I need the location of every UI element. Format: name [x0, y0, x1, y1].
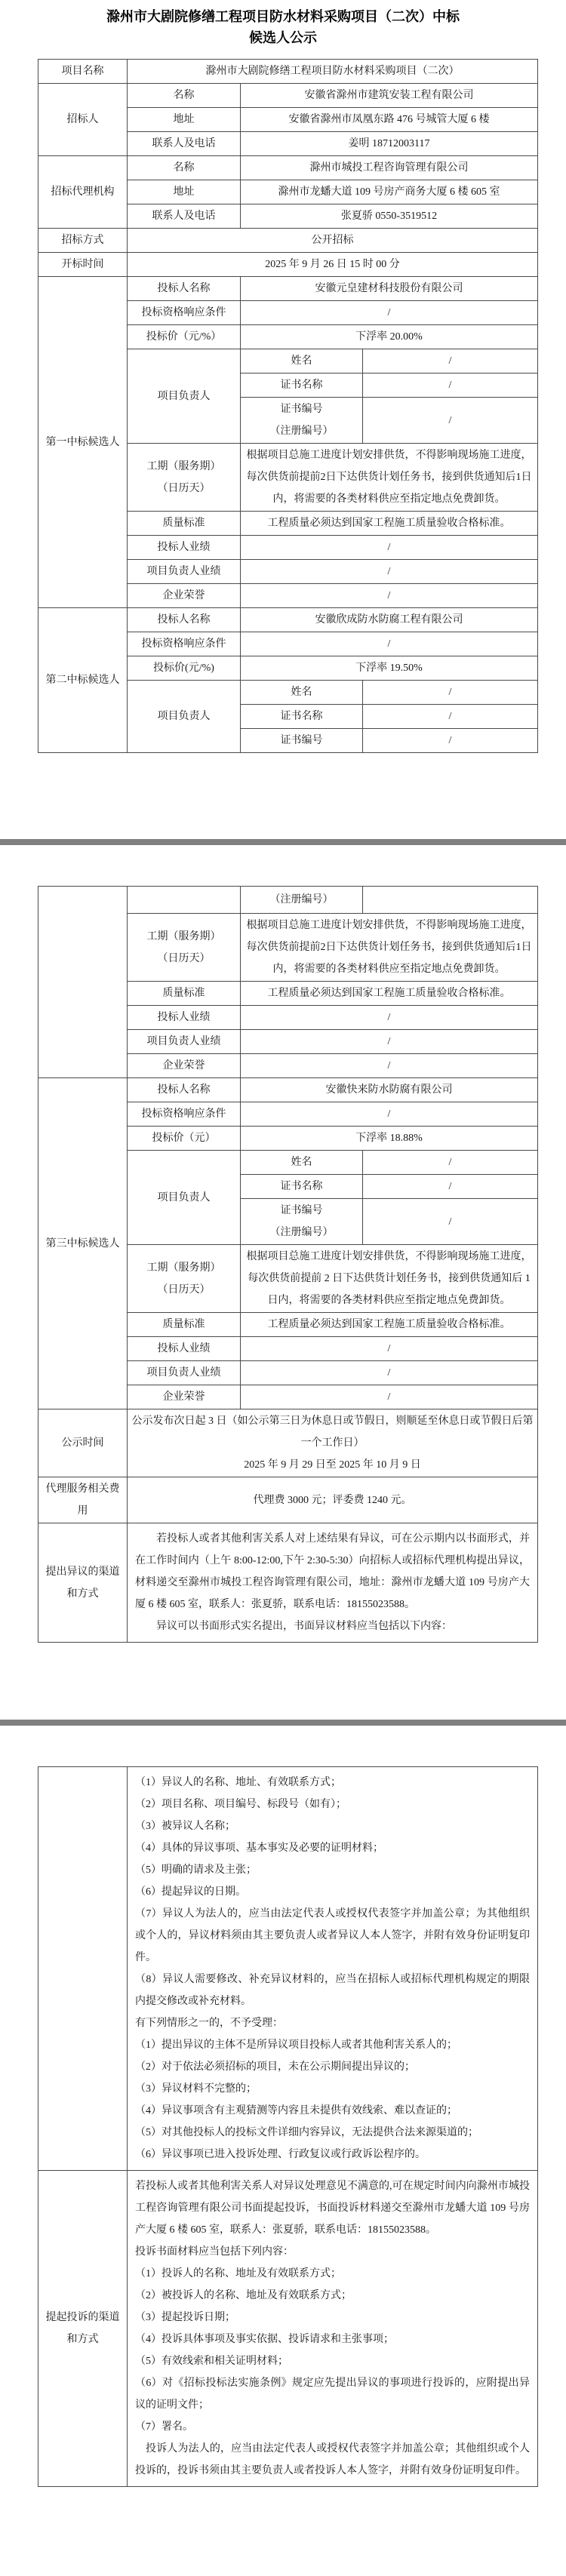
candidate3-perf-value: / — [241, 1337, 538, 1361]
objection-channel-text — [128, 1523, 538, 1643]
candidate3-qual-label: 投标资格响应条件 — [128, 1102, 241, 1127]
candidate1-pm-label: 项目负责人 — [128, 349, 241, 444]
candidate3-price-label: 投标价（元） — [128, 1127, 241, 1151]
page3-table — [38, 1766, 538, 2487]
candidate3-pm-label: 项目负责人 — [128, 1151, 241, 1245]
objection-para1: 若投标人或者其他利害关系人对上述结果有异议，可在公示期内以书面形式，并在工作时间内（上午 8:00-12:00,下午 2:30-5:30）向招标人或招标代理机构提出异议，材料递交至滁州市城投工程咨询管理有限公司，地址：滁州市龙蟠大道 109 号房产大厦 6 楼 605 室，联系人：张夏骄，联系电话：18155023588。 — [135, 1533, 530, 1610]
candidate2-label: 第二中标候选人 — [38, 608, 128, 753]
candidate1-cert-name-label: 证书名称 — [241, 373, 363, 398]
page-break-2 — [0, 1720, 566, 1726]
candidate3-pm-perf-label: 项目负责人业绩 — [128, 1361, 241, 1385]
objection-item: （6）提起异议的日期。 — [135, 1886, 246, 1898]
candidate1-quality-value: 工程质量必须达到国家工程施工质量验收合格标准。 — [241, 512, 538, 536]
complaint-item: （2）被投诉人的名称、地址及有效联系方式； — [135, 2290, 352, 2301]
candidate2-cert-no-value: / — [363, 729, 538, 753]
agency-addr-value: 滁州市龙蟠大道 109 号房产商务大厦 6 楼 605 室 — [241, 180, 538, 204]
open-time-value: 2025 年 9 月 26 日 15 时 00 分 — [128, 253, 538, 277]
objection-item: （8）异议人需要修改、补充异议材料的，应当在招标人或招标代理机构规定的期限内提交修改或补充材料。 — [135, 1974, 531, 2007]
candidate3-bidder-value: 安徽快来防水防腐有限公司 — [241, 1078, 538, 1102]
complaint-item: （6）对《招标投标法实施条例》规定应先提出异议的事项进行投诉的，应附提出异议的证明文件； — [135, 2378, 531, 2411]
method-label: 招标方式 — [38, 229, 128, 253]
candidate2-quality-value: 工程质量必须达到国家工程施工质量验收合格标准。 — [241, 982, 538, 1006]
candidate3-honor-label: 企业荣誉 — [128, 1385, 241, 1409]
project-name-label: 项目名称 — [38, 60, 128, 84]
objection-reject-item: （6）异议事项已进入投诉处理、行政复议或行政诉讼程序的。 — [135, 2149, 426, 2160]
page2-table — [38, 886, 538, 1643]
objection-reject-item: （2）对于依法必须招标的项目，未在公示期间提出异议的； — [135, 2061, 415, 2073]
complaint-item: （1）投诉人的名称、地址及有效联系方式； — [135, 2268, 341, 2279]
candidate2-cert-no-label: 证书编号 — [241, 729, 363, 753]
objection-reject-intro: 有下列情形之一的，不予受理： — [135, 2018, 283, 2029]
candidate3-price-value: 下浮率 18.88% — [241, 1127, 538, 1151]
page-title-line2: 候选人公示 — [249, 30, 317, 45]
candidate1-perf-label: 投标人业绩 — [128, 536, 241, 560]
candidate1-bidder-value: 安徽元皇建材科技股份有限公司 — [241, 277, 538, 301]
candidate1-duration-label: 工期（服务期） （日历天） — [128, 444, 241, 512]
publicity-time-value: 公示发布次日起 3 日（如公示第三日为休息日或节假日，则顺延至休息日或节假日后第一个工作日） 2025 年 9 月 29 日至 2025 年 10 月 9 日 — [128, 1409, 538, 1477]
agency-name-label: 名称 — [128, 156, 241, 180]
candidate3-duration-label: 工期（服务期） （日历天） — [128, 1245, 241, 1313]
complaint-channel-text — [128, 2171, 538, 2487]
complaint-item: （4）投诉具体事项及事实依据、投诉请求和主张事项； — [135, 2334, 394, 2345]
candidate2-perf-label: 投标人业绩 — [128, 1006, 241, 1030]
agency-addr-label: 地址 — [128, 180, 241, 204]
candidate1-cert-no-value: / — [363, 398, 538, 444]
candidate2-reg-no-value — [363, 887, 538, 914]
agency-contact-label: 联系人及电话 — [128, 204, 241, 229]
page-break-1 — [0, 839, 566, 845]
agency-fee-label: 代理服务相关费用 — [38, 1477, 128, 1523]
publicity-time-label: 公示时间 — [38, 1409, 128, 1477]
candidate3-duration-value: 根据项目总施工进度计划安排供货，不得影响现场施工进度，每次供货前提前 2 日下达供货计划任务书，接到供货通知后 1 日内，将需要的各类材料供应至指定地点免费卸货。 — [241, 1245, 538, 1313]
candidate1-perf-value: / — [241, 536, 538, 560]
candidate3-quality-value: 工程质量必须达到国家工程施工质量验收合格标准。 — [241, 1313, 538, 1337]
candidate1-pm-name-label: 姓名 — [241, 349, 363, 373]
agency-fee-value: 代理费 3000 元；评委费 1240 元。 — [128, 1477, 538, 1523]
complaint-item: （5）有效线索和相关证明材料； — [135, 2356, 288, 2367]
objection-reject-item: （5）对其他投标人的投标文件详细内容异议，无法提供合法来源渠道的； — [135, 2127, 478, 2138]
candidate1-qual-label: 投标资格响应条件 — [128, 301, 241, 325]
tenderer-contact-label: 联系人及电话 — [128, 132, 241, 156]
objection-item: （4）具体的异议事项、基本事实及必要的证明材料； — [135, 1843, 383, 1854]
candidate1-qual-value: / — [241, 301, 538, 325]
complaint-item: （7）署名。 — [135, 2421, 193, 2433]
tenderer-name-label: 名称 — [128, 84, 241, 108]
complaint-outro: 投诉人为法人的，应当由法定代表人或授权代表签字并加盖公章；其他组织或个人投诉的，投诉书须由其主要负责人或者投诉人本人签字，并附有效身份证明复印件。 — [135, 2443, 531, 2476]
tenderer-label: 招标人 — [38, 84, 128, 156]
candidate3-qual-value: / — [241, 1102, 538, 1127]
candidate2-pm-label-continued — [128, 887, 241, 914]
candidate2-pm-label: 项目负责人 — [128, 681, 241, 753]
candidate2-cert-name-value: / — [363, 705, 538, 729]
candidate2-honor-label: 企业荣誉 — [128, 1054, 241, 1078]
candidate1-label: 第一中标候选人 — [38, 277, 128, 608]
candidate1-pm-perf-label: 项目负责人业绩 — [128, 560, 241, 584]
candidate2-perf-value: / — [241, 1006, 538, 1030]
candidate1-duration-value: 根据项目总施工进度计划安排供货，不得影响现场施工进度，每次供货前提前2日下达供货计划任务书，接到供货通知后1日内，将需要的各类材料供应至指定地点免费卸货。 — [241, 444, 538, 512]
candidate1-pm-name-value: / — [363, 349, 538, 373]
objection-reject-item: （1）提出异议的主体不是所异议项目投标人或者其他利害关系人的； — [135, 2040, 457, 2051]
objection-item: （5）明确的请求及主张； — [135, 1864, 257, 1876]
agency-label: 招标代理机构 — [38, 156, 128, 229]
candidate1-bidder-label: 投标人名称 — [128, 277, 241, 301]
candidate3-pm-name-label: 姓名 — [241, 1151, 363, 1175]
agency-contact-value: 张夏骄 0550-3519512 — [241, 204, 538, 229]
candidate1-cert-name-value: / — [363, 373, 538, 398]
candidate2-bidder-label: 投标人名称 — [128, 608, 241, 632]
candidate2-pm-name-label: 姓名 — [241, 681, 363, 705]
candidate2-pm-name-value: / — [363, 681, 538, 705]
candidate3-perf-label: 投标人业绩 — [128, 1337, 241, 1361]
objection-item: （1）异议人的名称、地址、有效联系方式； — [135, 1777, 341, 1788]
candidate3-cert-no-label: 证书编号 （注册编号） — [241, 1199, 363, 1245]
candidate2-honor-value: / — [241, 1054, 538, 1078]
bottom-whitespace — [0, 2487, 566, 2576]
candidate3-label: 第三中标候选人 — [38, 1078, 128, 1409]
candidate1-honor-value: / — [241, 584, 538, 608]
candidate2-cert-name-label: 证书名称 — [241, 705, 363, 729]
candidate3-cert-no-value: / — [363, 1199, 538, 1245]
candidate1-price-label: 投标价（元/%） — [128, 325, 241, 349]
candidate3-honor-value: / — [241, 1385, 538, 1409]
candidate2-reg-no-label: （注册编号） — [241, 887, 363, 914]
page-title-line1: 滁州市大剧院修缮工程项目防水材料采购项目（二次）中标 — [106, 9, 460, 24]
objection-item: （3）被异议人名称； — [135, 1821, 235, 1832]
candidate2-qual-label: 投标资格响应条件 — [128, 632, 241, 656]
open-time-label: 开标时间 — [38, 253, 128, 277]
tenderer-name-value: 安徽省滁州市建筑安装工程有限公司 — [241, 84, 538, 108]
candidate2-quality-label: 质量标准 — [128, 982, 241, 1006]
objection-reject-item: （4）异议事项含有主观猜测等内容且未提供有效线索、难以查证的； — [135, 2105, 457, 2116]
candidate1-honor-label: 企业荣誉 — [128, 584, 241, 608]
candidate2-qual-value: / — [241, 632, 538, 656]
objection-para2: 异议可以书面形式实名提出，书面异议材料应当包括以下内容： — [156, 1621, 452, 1632]
candidate3-quality-label: 质量标准 — [128, 1313, 241, 1337]
candidate2-duration-label: 工期（服务期） （日历天） — [128, 914, 241, 982]
complaint-para1: 若投标人或者其他利害关系人对异议处理意见不满意的,可在规定时间内向滁州市城投工程咨询管理有限公司书面提起投诉，书面投诉材料递交至滁州市龙蟠大道 109 号房产大厦 6 楼 605 室，联系人：张夏骄，联系电话：18155023588。 — [135, 2181, 531, 2236]
candidate1-pm-perf-value: / — [241, 560, 538, 584]
candidate1-cert-no-label: 证书编号 （注册编号） — [241, 398, 363, 444]
candidate2-duration-value: 根据项目总施工进度计划安排供货，不得影响现场施工进度，每次供货前提前2日下达供货计划任务书，接到供货通知后1日内，将需要的各类材料供应至指定地点免费卸货。 — [241, 914, 538, 982]
candidate2-price-label: 投标价(元/%) — [128, 656, 241, 681]
candidate1-price-value: 下浮率 20.00% — [241, 325, 538, 349]
objection-reject-item: （3）异议材料不完整的； — [135, 2083, 257, 2095]
objection-item: （7）异议人为法人的，应当由法定代表人或授权代表签字并加盖公章；为其他组织或个人的，异议材料须由其主要负责人或者异议人本人签字，并附有效身份证明复印件。 — [135, 1908, 531, 1963]
candidate2-pm-perf-label: 项目负责人业绩 — [128, 1030, 241, 1054]
candidate2-price-value: 下浮率 19.50% — [241, 656, 538, 681]
candidate2-label-continued — [38, 887, 128, 1078]
candidate3-cert-name-label: 证书名称 — [241, 1175, 363, 1199]
candidate3-bidder-label: 投标人名称 — [128, 1078, 241, 1102]
tenderer-addr-value: 安徽省滁州市凤凰东路 476 号城管大厦 6 楼 — [241, 108, 538, 132]
objection-items-text — [128, 1767, 538, 2171]
tenderer-addr-label: 地址 — [128, 108, 241, 132]
tenderer-contact-value: 姜明 18712003117 — [241, 132, 538, 156]
candidate3-pm-name-value: / — [363, 1151, 538, 1175]
agency-name-value: 滁州市城投工程咨询管理有限公司 — [241, 156, 538, 180]
method-value: 公开招标 — [128, 229, 538, 253]
objection-item: （2）项目名称、项目编号、标段号（如有）； — [135, 1799, 346, 1810]
complaint-channel-label: 提起投诉的渠道和方式 — [38, 2171, 128, 2487]
complaint-intro: 投诉书面材料应当包括下列内容： — [135, 2246, 294, 2258]
complaint-item: （3）提起投诉日期； — [135, 2312, 235, 2323]
objection-channel-label: 提出异议的渠道和方式 — [38, 1523, 128, 1643]
candidate2-pm-perf-value: / — [241, 1030, 538, 1054]
objection-channel-label-continued — [38, 1767, 128, 2171]
candidate3-cert-name-value: / — [363, 1175, 538, 1199]
project-name-value: 滁州市大剧院修缮工程项目防水材料采购项目（二次） — [128, 60, 538, 84]
candidate3-pm-perf-value: / — [241, 1361, 538, 1385]
candidate1-quality-label: 质量标准 — [128, 512, 241, 536]
page1-table — [38, 59, 538, 753]
page-title — [0, 0, 566, 48]
candidate2-bidder-value: 安徽欣成防水防腐工程有限公司 — [241, 608, 538, 632]
